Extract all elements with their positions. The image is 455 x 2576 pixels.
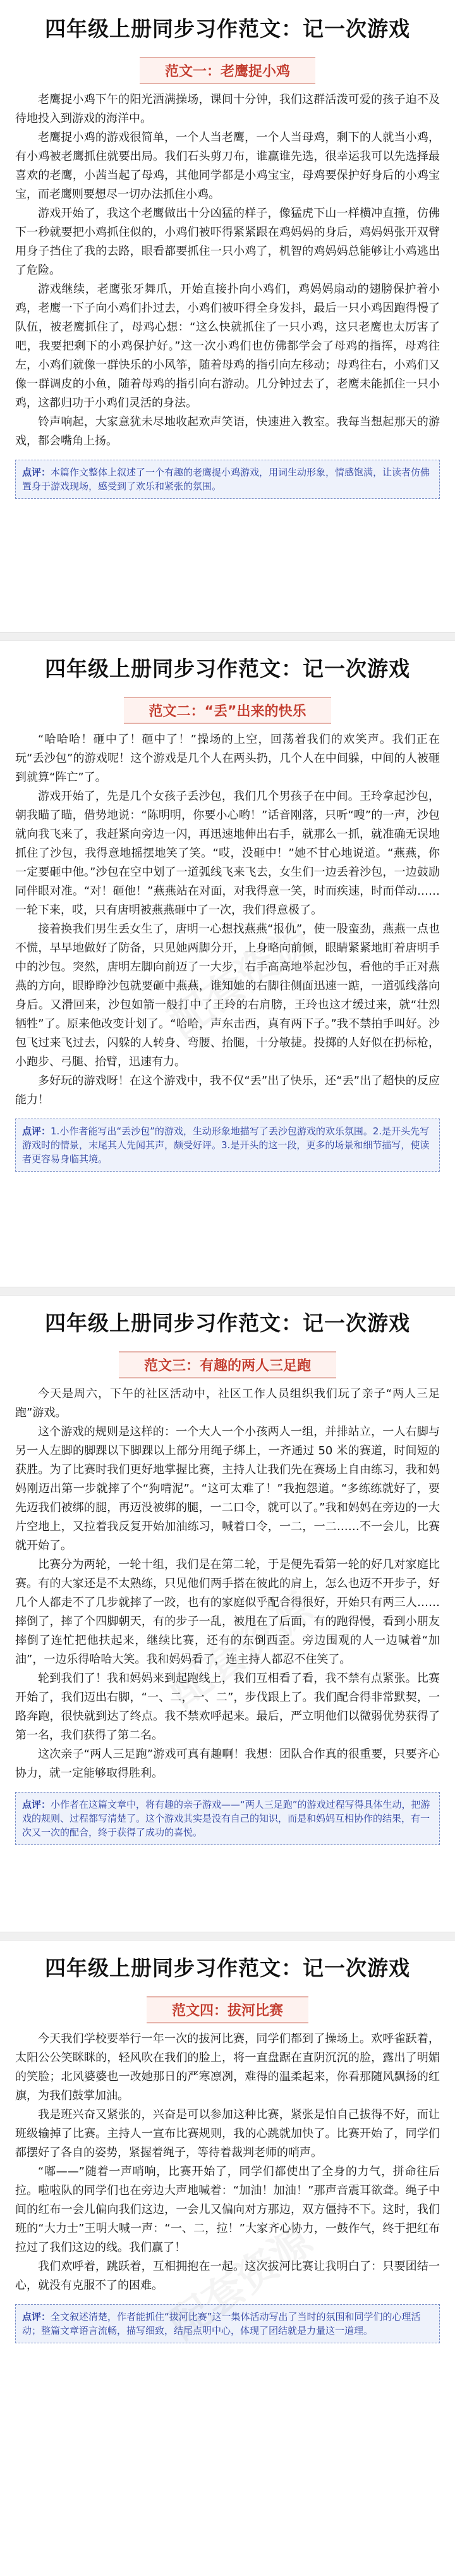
article-subtitle: 范文四：拔河比赛: [147, 1996, 308, 2023]
comment-label: 点评：: [22, 467, 51, 478]
article-section-1: [0, 0, 455, 499]
paragraph: 我是班兴奋又紧张的，兴奋是可以参加这种比赛，紧张是怕自己拔得不好，而让班级输掉了比赛。主持人一宣布比赛规则，我的心跳就加快了。比赛开始了，同学们都摆好了各自的姿势，紧握着绳子，等待着裁判老师的哨声。: [15, 2108, 440, 2159]
comment-text: 小作者在这篇文章中，将有趣的亲子游戏——“两人三足跑”的游戏过程写得具体生动，把游戏的规则、过程都写清楚了。这个游戏其实是没有自己的知识，而是和妈妈互相协作的结果，有一次又一次的配合，终于获得了成功的喜悦。: [22, 1799, 430, 1838]
article-section-3: [0, 1294, 455, 1845]
comment-box: [15, 1119, 440, 1172]
article-subtitle: 范文一：老鹰捉小鸡: [140, 57, 315, 84]
article-subtitle: 范文二：“丢”出来的快乐: [124, 697, 332, 724]
article-body: [0, 1385, 455, 1783]
article-title: 四年级上册同步习作范文：记一次游戏: [45, 656, 410, 681]
paragraph: 这次亲子“两人三足跑”游戏可真有趣啊！我想：团队合作真的很重要，只要齐心协力，就一定能够取得胜利。: [15, 1748, 440, 1780]
comment-text: 1.小作者能写出“丢沙包”的游戏，生动形象地描写了丢沙包游戏的欢乐氛围。2.是开头先写游戏时的情景，末尾其人先闻其声，颇受好评。3.是开头的这一段，更多的场景和细节描写，使读者更容易身临其境。: [22, 1125, 430, 1165]
article-section-2: [0, 640, 455, 1172]
paragraph: “哈哈哈！砸中了！砸中了！”操场的上空，回荡着我们的欢笑声。我们正在玩“丢沙包”的游戏呢！这个游戏是几个人在两头扔，几个人在中间躲，中间的人被砸到就算“阵亡”了。: [15, 733, 440, 784]
paragraph: 比赛分为两轮，一轮十组，我们是在第二轮，于是便先看第一轮的好几对家庭比赛。有的大家还是不太熟练，只见他们两手搭在彼此的肩上，怎么也迈不开步子，好几个人都走不了几步就摔了一跤，也有的家庭似乎配合得很好，开始只有两三人……摔倒了，摔了个四脚朝天，有的步子一乱，被甩在了后面，有的跑得慢，看到小朋友摔倒了连忙把他扶起来，继续比赛，还有的东倒西歪。旁边围观的人一边喊着“加油”，一边乐得哈哈大笑。我和妈妈看了，连主持人都忍不住笑了。: [15, 1558, 440, 1666]
paragraph: 游戏开始了，先是几个女孩子丢沙包，我们几个男孩子在中间。王玲拿起沙包，朝我瞄了瞄，借势地说：“陈明明，你要小心哟！”话音刚落，只听“嗖”的一声，沙包就向我飞来了，我赶紧向旁边一闪，再迅速地伸出右手，就那么一抓，就准确无误地抓住了沙包，我得意地摇摆地笑了笑。“哎，没砸中！”她不甘心地说道。“燕燕，你一定要砸中他。”沙包在空中划了一道弧线飞来飞去，女生们一边丢着沙包，一边鼓励同伴眼对准。“对！砸他！”燕燕站在对面，对我得意一笑，时而疾速，时而佯动……一轮下来，哎，只有唐明被燕燕砸中了一次，我们得意极了。: [15, 790, 440, 917]
article-title: 四年级上册同步习作范文：记一次游戏: [45, 1955, 410, 1980]
comment-box: [15, 460, 440, 499]
article-subtitle: 范文三：有趣的两人三足跑: [119, 1351, 336, 1378]
comment-label: 点评：: [22, 1125, 51, 1137]
comment-box: [15, 2304, 440, 2343]
article-body: [0, 730, 455, 1110]
article-title: 四年级上册同步习作范文：记一次游戏: [45, 16, 410, 41]
comment-label: 点评：: [22, 2311, 51, 2322]
paragraph: 接着换我们男生丢女生了，唐明一心想找燕燕“报仇”，使一股蛮劲，燕燕一点也不慌，早早地做好了防备，只见她两脚分开，上身略向前倾，眼睛紧紧地盯着唐明手中的沙包。突然，唐明左脚向前迈了一大步，右手高高地举起沙包，看他的手正对燕燕的方向，眼睁睁沙包就要砸中燕燕，谁知她的右脚往侧面迅速一踮，一道弧线落向身后。又滑回来，沙包如箭一般打中了王玲的右肩膀，王玲也这才缓过来，就“壮烈牺牲”了。原来他改变计划了。“哈哈，声东击西，真有两下子。”我不禁拍手叫好。沙包飞过来飞过去，闪躲的人转身、弯腰、抬腿，十分敏捷。投掷的人好似在扔标枪，小跑步、弓腿、抬臂，迅速有力。: [15, 923, 440, 1069]
article-section-4: [0, 1939, 455, 2343]
comment-text: 全文叙述清楚，作者能抓住“拔河比赛”这一集体活动写出了当时的氛围和同学们的心理活动；整篇文章语言流畅，描写细致，结尾点明中心，体现了团结就是力量这一道理。: [22, 2311, 421, 2336]
paragraph: 这个游戏的规则是这样的：一个大人一个小孩两人一组，并排站立，一人右脚与另一人左脚的脚踝以下脚踝以上部分用绳子绑上，一齐通过 50 米的赛道，时间短的获胜。为了比赛时我们更好地掌握比赛，主持人让我们先在赛场上自由练习，我和妈妈刚迈出第一步就摔了个“狗啃泥”。“这可太难了！”我抱怨道。“多练练就好了，要先迈我们被绑的腿，再迈没被绑的腿，一二口令，就可以了。”我和妈妈在旁边的一大片空地上，又拉着我反复开始加油练习，喊着口令，一二，一二……不一会儿，比赛就开始了。: [15, 1425, 440, 1552]
paragraph: 轮到我们了！我和妈妈来到起跑线上，我们互相看了看，我不禁有点紧张。比赛开始了，我们迈出右脚，“一、二，一、二”，步伐跟上了。我们配合得非常默契，一路奔跑，很快就到达了终点。我不禁欢呼起来。最后，严立明他们以微弱优势获得了第一名，我们获得了第二名。: [15, 1672, 440, 1742]
paragraph: 老鹰捉小鸡下午的阳光洒满操场，课间十分钟，我们这群活泼可爱的孩子迫不及待地投入到游戏的海洋中。: [15, 93, 440, 125]
comment-box: [15, 1792, 440, 1845]
paragraph: 今天我们学校要举行一年一次的拔河比赛，同学们都到了操场上。欢呼雀跃着，太阳公公笑眯眯的，轻风吹在我们的脸上，将一直盘踞在直阴沉沉的脸，露出了明媚的笑脸；北风婆婆也一改她那日的严寒凛冽，难得的温柔起来，你看那随风飘扬的红旗，为我们鼓掌加油。: [15, 2032, 440, 2102]
comment-label: 点评：: [22, 1799, 51, 1810]
paragraph: 游戏开始了，我这个老鹰做出十分凶猛的样子，像猛虎下山一样横冲直撞，仿佛下一秒就要把小鸡抓住似的，小鸡们被吓得紧紧跟在鸡妈妈的身后，鸡妈妈张开双臂用身子挡住了我的去路，眼看都要抓住一只小鸡了，机智的鸡妈妈总能够让小鸡逃出了危险。: [15, 207, 440, 277]
paragraph: 老鹰捉小鸡的游戏很简单，一个人当老鹰，一个人当母鸡，剩下的人就当小鸡，有小鸡被老鹰抓住就要出局。我们石头剪刀布，谁赢谁先选，很幸运我可以先选择最喜欢的老鹰，小茜当起了母鸡，其他同学都是小鸡宝宝，母鸡要保护好身后的小鸡宝宝，而老鹰则要想尽一切办法抓住小鸡。: [15, 131, 440, 201]
article-body: [0, 90, 455, 451]
comment-text: 本篇作文整体上叙述了一个有趣的老鹰捉小鸡游戏，用词生动形象，情感饱满，让读者仿佛置身于游戏现场，感受到了欢乐和紧张的氛围。: [22, 467, 430, 492]
article-title: 四年级上册同步习作范文：记一次游戏: [45, 1310, 410, 1335]
paragraph: “嘟——”随着一声哨响，比赛开始了，同学们都使出了全身的力气，拼命往后拉。啦啦队的同学们也在旁边大声地喊着：“加油！加油！”那声音震耳欲聋。绳子中间的红布一会儿偏向我们这边，一会儿又偏向对方那边，双方僵持不下。这时，我们班的“大力士”王明大喊一声：“一、二，拉！”大家齐心协力，一鼓作气，终于把红布拉过了我们这边的线。我们赢了！: [15, 2165, 440, 2254]
paragraph: 铃声响起，大家意犹未尽地收起欢声笑语，快速进入教室。我每当想起那天的游戏，都会嘴角上扬。: [15, 415, 440, 448]
paragraph: 我们欢呼着，跳跃着，互相拥抱在一起。这次拔河比赛让我明白了：只要团结一心，就没有克服不了的困难。: [15, 2260, 440, 2292]
paragraph: 今天是周六，下午的社区活动中，社区工作人员组织我们玩了亲子“两人三足跑”游戏。: [15, 1387, 440, 1420]
paragraph: 游戏继续，老鹰张牙舞爪，开始直接扑向小鸡们，鸡妈妈扇动的翅膀保护着小鸡，老鹰一下子向小鸡们扑过去，小鸡们被吓得全身发抖，最后一只小鸡因跑得慢了队伍，被老鹰抓住了，母鸡心想：“这么快就抓住了一只小鸡，这只老鹰也太厉害了吧，我要把剩下的小鸡保护好。”这一次小鸡们也仿佛都学会了母鸡的指挥，母鸡往左，小鸡们就像一群快乐的小风筝，随着母鸡的指引向左移动；母鸡往右，小鸡们又像一群调皮的小鱼，随着母鸡的指引向右游动。几分钟过去了，老鹰未能抓住一只小鸡，这都归功于小鸡们灵活的身法。: [15, 283, 440, 410]
paragraph: 多好玩的游戏呀！在这个游戏中，我不仅“丢”出了快乐，还“丢”出了超快的反应能力！: [15, 1074, 440, 1107]
article-body: [0, 2030, 455, 2295]
